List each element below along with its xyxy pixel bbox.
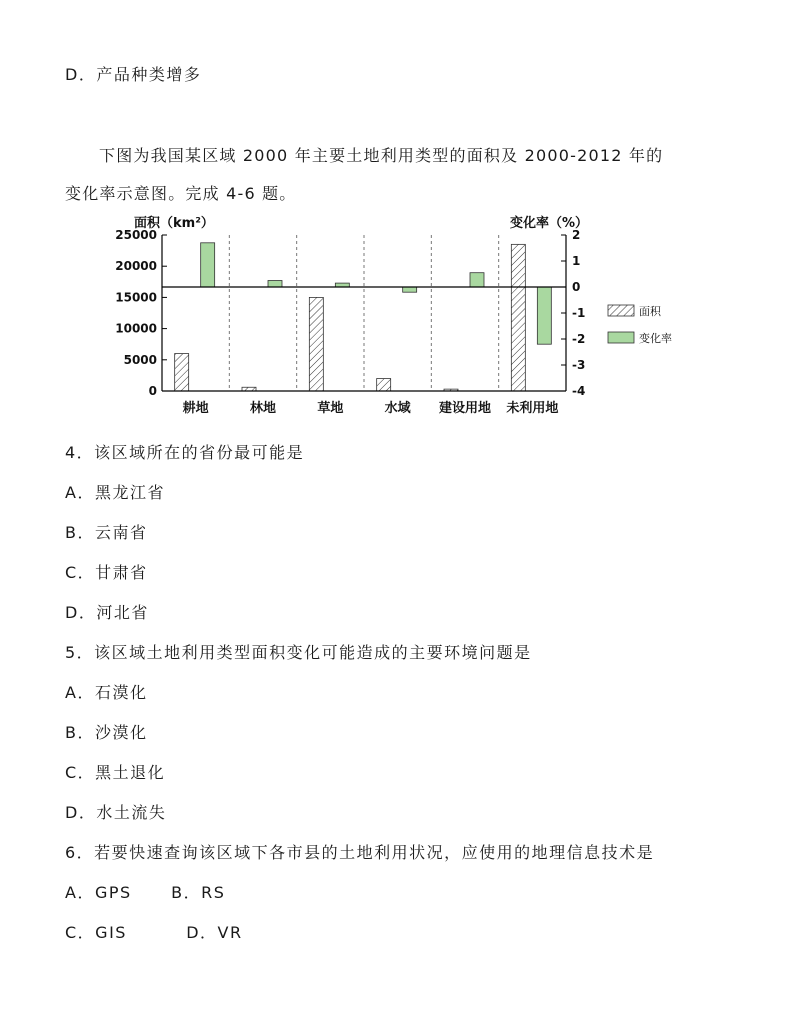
q5-option-a: A．石漠化 [65, 683, 148, 702]
q5-option-d: D．水土流失 [65, 803, 167, 822]
left-tick-label: 10000 [115, 321, 157, 336]
rate-bar [537, 287, 551, 344]
category-label: 耕地 [182, 401, 209, 416]
right-tick-label: -4 [572, 384, 586, 398]
right-axis-ticks [561, 228, 585, 398]
legend [608, 304, 672, 345]
question-4: 4．该区域所在的省份最可能是 [65, 443, 305, 462]
rate-bar [268, 281, 282, 288]
category-label: 林地 [249, 401, 277, 416]
right-tick-label: 1 [572, 254, 581, 268]
q6-options-ab: A．GPS B．RS [65, 883, 226, 902]
q4-option-a: A．黑龙江省 [65, 483, 165, 502]
q5-option-b: B．沙漠化 [65, 723, 148, 742]
left-tick-label: 25000 [115, 228, 157, 242]
left-axis-ticks [115, 228, 167, 398]
area-bar [511, 244, 525, 391]
legend-area-label: 面积 [639, 305, 661, 318]
category-label: 未利用地 [506, 401, 559, 416]
category-label: 水域 [384, 401, 411, 416]
category-label: 建设用地 [438, 401, 492, 416]
category-labels [183, 400, 559, 416]
rate-bar [201, 243, 215, 287]
intro-text-line1: 下图为我国某区域 2000 年主要土地利用类型的面积及 2000-2012 年的 [99, 146, 664, 165]
q4-option-c: C．甘肃省 [65, 563, 148, 582]
legend-rate-swatch [608, 332, 634, 343]
question-5: 5．该区域土地利用类型面积变化可能造成的主要环境问题是 [65, 643, 532, 662]
left-tick-label: 20000 [115, 259, 157, 274]
left-tick-label: 0 [148, 384, 157, 398]
category-separators [229, 235, 498, 391]
q6-options-cd: C．GIS D．VR [65, 923, 243, 942]
area-bar [309, 297, 323, 391]
rate-bar [403, 287, 417, 292]
category-label: 草地 [317, 401, 344, 416]
land-use-chart [112, 205, 692, 420]
rate-bar [470, 273, 484, 287]
area-bar [175, 354, 189, 391]
q4-option-b: B．云南省 [65, 523, 148, 542]
left-tick-label: 5000 [123, 352, 157, 367]
right-tick-label: -1 [572, 306, 586, 320]
intro-text-line2: 变化率示意图。完成 4-6 题。 [65, 184, 297, 203]
q5-option-c: C．黑土退化 [65, 763, 166, 782]
right-tick-label: -3 [572, 358, 586, 372]
area-bar [377, 379, 391, 391]
previous-option-d: D．产品种类增多 [65, 65, 202, 84]
question-6: 6．若要快速查询该区域下各市县的土地利用状况，应使用的地理信息技术是 [65, 843, 655, 862]
bars-group [175, 243, 552, 391]
right-axis-label: 变化率（%） [510, 216, 589, 231]
right-tick-label: 2 [572, 228, 581, 242]
legend-rate-label: 变化率 [639, 332, 672, 345]
right-tick-label: -2 [572, 332, 586, 346]
right-tick-label: 0 [572, 280, 581, 294]
legend-area-swatch [608, 305, 634, 316]
left-tick-label: 15000 [115, 290, 157, 305]
left-axis-label: 面积（km²） [134, 216, 214, 231]
q4-option-d: D．河北省 [65, 603, 149, 622]
